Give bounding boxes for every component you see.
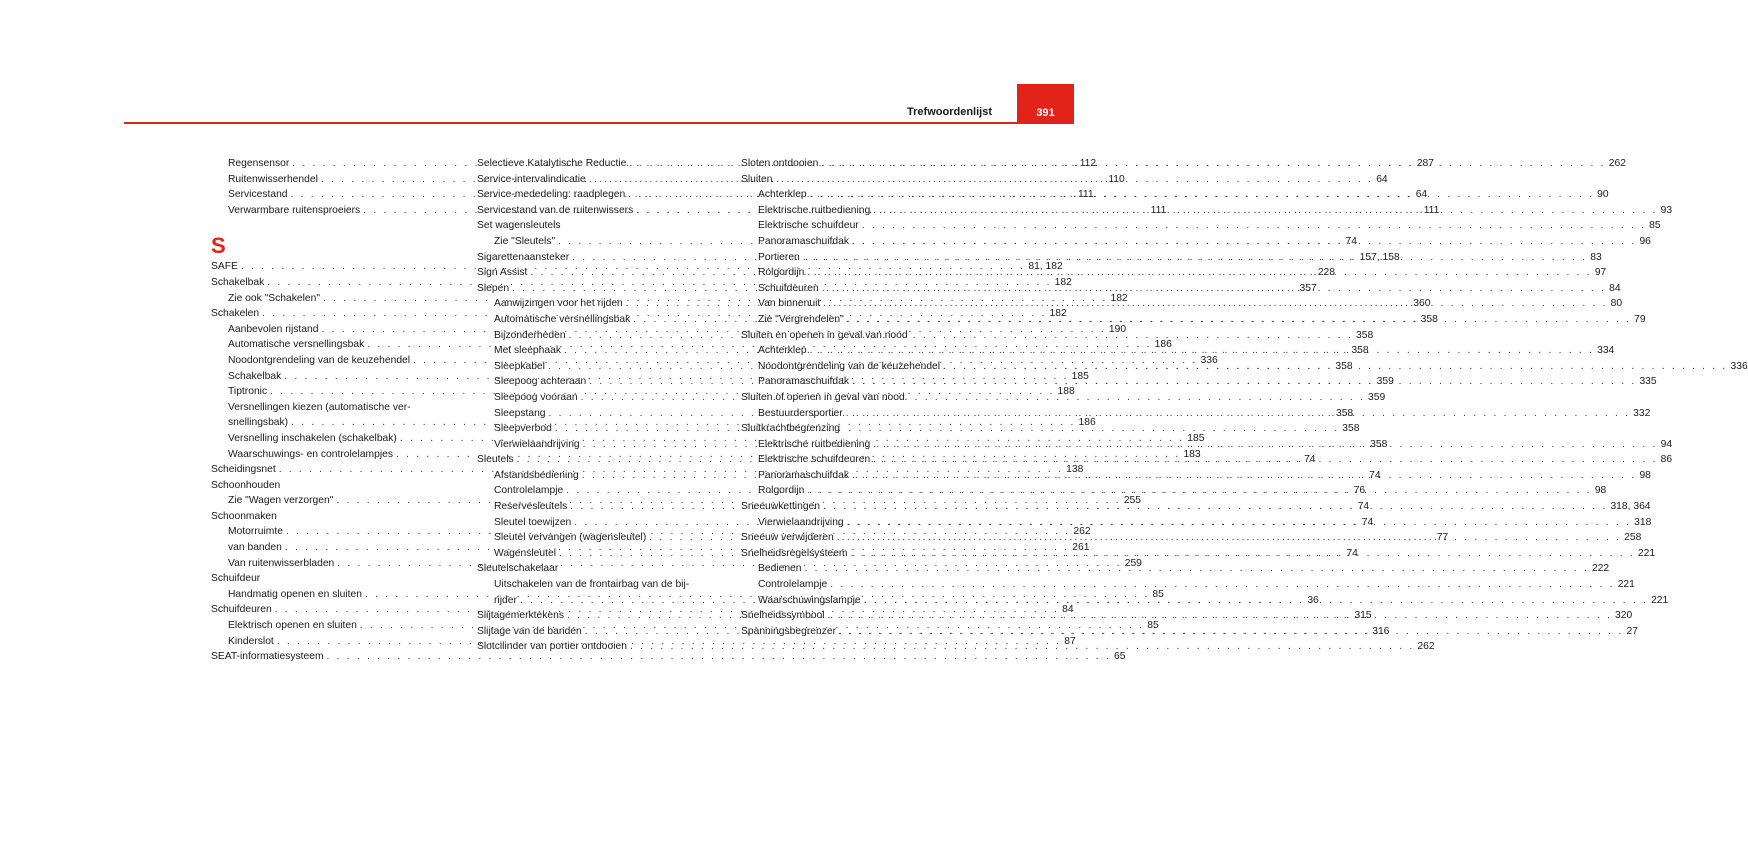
entry-term: Automatische versnellingsbak bbox=[494, 313, 631, 325]
dot-leader bbox=[810, 187, 1594, 203]
page-reference: 358 bbox=[1370, 438, 1388, 450]
entry-term: Versnelling inschakelen (schakelbak) bbox=[228, 432, 397, 444]
dot-leader bbox=[805, 561, 1589, 577]
page-reference: 185 bbox=[1187, 432, 1205, 444]
entry-term: Service-mededeling: raadplegen bbox=[477, 189, 626, 201]
entry-term: Waarschuwingslampje bbox=[758, 594, 861, 606]
page-reference: 64 bbox=[1415, 189, 1428, 201]
page-reference: 74 bbox=[1304, 454, 1316, 466]
entry-term: Controlelampje bbox=[758, 579, 828, 591]
entry-term: Regensensor bbox=[228, 158, 290, 169]
dot-leader bbox=[852, 468, 1636, 484]
page-reference: 315 bbox=[1354, 610, 1372, 622]
index-heading: Schoonmaken bbox=[211, 510, 277, 522]
entry-term: Slijtagemerktekens bbox=[477, 610, 564, 622]
entry-term: Slotcilinder van portier ontdooien bbox=[477, 641, 627, 653]
page-reference: 358 bbox=[1420, 313, 1438, 325]
entry-term: Selectieve Katalytische Reductie bbox=[477, 158, 627, 169]
entry-term: Van binnenuit bbox=[758, 298, 821, 310]
entry-term: Motorruimte bbox=[228, 526, 283, 538]
entry-term: Achterklep bbox=[758, 345, 807, 357]
index-heading: Sluiten bbox=[741, 173, 773, 185]
page-reference: 93 bbox=[1660, 204, 1673, 216]
page-reference: 76 bbox=[1353, 485, 1366, 497]
entry-term: Noodontgrendeling van de keuzehendel bbox=[228, 354, 411, 366]
page-reference: 36 bbox=[1307, 594, 1319, 606]
entry-term: Noodontgrendeling van de keuzehendel bbox=[758, 360, 941, 372]
index-subentry-wrapped: Versnellingen kiezen (automatische ver- bbox=[228, 401, 411, 413]
dot-leader bbox=[852, 374, 1636, 390]
page-reference: 74 bbox=[1369, 469, 1381, 481]
entry-term: Slepen bbox=[477, 282, 510, 294]
page-reference: 359 bbox=[1376, 376, 1394, 388]
dot-leader bbox=[846, 406, 1630, 422]
entry-term: Schakelbak bbox=[211, 276, 265, 288]
entry-term: Sleutel toewijzen bbox=[494, 516, 572, 528]
entry-term: Bijzonderheden bbox=[494, 329, 566, 341]
index-heading: Schuifdeur bbox=[211, 573, 261, 585]
entry-term: Wagensleutel bbox=[494, 547, 557, 559]
entry-term: Sign Assist bbox=[477, 267, 528, 279]
dot-leader bbox=[873, 203, 1657, 219]
entry-term: SEAT-informatiesysteem bbox=[211, 651, 324, 663]
entry-term: Controlelampje bbox=[494, 485, 564, 497]
page-reference: 84 bbox=[1609, 282, 1621, 294]
entry-term: Sneeuw verwijderen bbox=[741, 532, 834, 544]
dot-leader bbox=[847, 312, 1631, 328]
dot-leader bbox=[830, 577, 1614, 593]
entry-term: Panoramaschuifdak bbox=[758, 469, 850, 481]
page-reference: 185 bbox=[1071, 370, 1089, 382]
page-reference: 255 bbox=[1123, 495, 1141, 507]
page-reference: 358 bbox=[1335, 407, 1354, 419]
page-reference: 84 bbox=[1062, 604, 1074, 616]
page-reference: 65 bbox=[1113, 651, 1126, 663]
page-reference: 360 bbox=[1413, 298, 1431, 310]
entry-term: SAFE bbox=[211, 261, 238, 273]
index-heading: Sleutelschakelaar bbox=[477, 563, 559, 575]
entry-term: Aanwijzingen voor het rijden bbox=[494, 298, 623, 310]
page-reference: 358 bbox=[1342, 423, 1360, 435]
dot-leader bbox=[821, 156, 1605, 172]
page-reference: 74 bbox=[1346, 547, 1358, 559]
page-reference: 182 bbox=[1110, 292, 1128, 304]
index-heading: Set wagensleutels bbox=[477, 220, 561, 232]
entry-term: Schakelen bbox=[211, 308, 260, 320]
dot-leader bbox=[837, 530, 1621, 546]
entry-term: Elektrische schuifdeuren bbox=[758, 454, 871, 466]
entry-term: Handmatig openen en sluiten bbox=[228, 588, 362, 600]
index-subentry bbox=[741, 218, 1661, 234]
page-reference: 188 bbox=[1057, 386, 1075, 398]
entry-term: Vierwielaandrijving bbox=[494, 438, 580, 450]
dot-leader bbox=[873, 452, 1657, 468]
dot-leader bbox=[873, 437, 1657, 453]
entry-term: Met sleephaak bbox=[494, 345, 561, 357]
dot-leader bbox=[839, 624, 1623, 640]
entry-term: Sleepstang bbox=[494, 407, 546, 419]
page-reference: 221 bbox=[1651, 594, 1669, 606]
page-reference: 262 bbox=[1417, 641, 1435, 653]
page-reference: 222 bbox=[1591, 563, 1610, 575]
dot-leader bbox=[852, 234, 1636, 250]
page-reference: 85 bbox=[1649, 220, 1661, 232]
page-reference: 111 bbox=[1423, 204, 1440, 216]
page-reference: 186 bbox=[1078, 417, 1096, 429]
page-reference: 357 bbox=[1299, 282, 1317, 294]
entry-term: Sleepoog achteraan bbox=[494, 376, 587, 388]
page-reference: 318 bbox=[1634, 516, 1652, 528]
page-number: 391 bbox=[1036, 107, 1055, 119]
dot-leader bbox=[810, 343, 1594, 359]
page-reference: 261 bbox=[1072, 542, 1090, 554]
entry-term: Panoramaschuifdak bbox=[758, 376, 850, 388]
entry-term: Sneeuwkettingen bbox=[741, 501, 821, 513]
page-reference: 98 bbox=[1639, 469, 1651, 481]
dot-leader bbox=[850, 546, 1634, 562]
page-reference: 262 bbox=[1608, 158, 1626, 169]
page-reference: 138 bbox=[1066, 464, 1084, 476]
entry-term: Elektrische ruitbediening bbox=[758, 438, 871, 450]
dot-leader bbox=[823, 499, 1607, 515]
entry-term: Snelheidsregelsysteem bbox=[741, 547, 848, 559]
page-reference: 182 bbox=[1049, 308, 1067, 320]
page-reference: 96 bbox=[1639, 235, 1651, 247]
index-heading: Sluitkrachtbegrenzing bbox=[741, 423, 841, 435]
dot-leader bbox=[807, 265, 1591, 281]
page-reference: 87 bbox=[1064, 635, 1076, 647]
entry-term: Zie "Vergrendelen" bbox=[758, 313, 844, 325]
entry-term: Rolgordijn bbox=[758, 485, 805, 497]
page-reference: 228 bbox=[1317, 267, 1335, 279]
page-reference: 287 bbox=[1416, 158, 1435, 169]
dot-leader bbox=[847, 515, 1631, 531]
entry-term: Bedienen bbox=[758, 563, 802, 575]
page-reference: 316 bbox=[1372, 625, 1390, 637]
page-reference: 335 bbox=[1639, 376, 1657, 388]
page-reference: 334 bbox=[1597, 345, 1615, 357]
entry-term: Sleepverbod bbox=[494, 423, 552, 435]
page-reference: 74 bbox=[1361, 516, 1374, 528]
dot-leader bbox=[822, 281, 1606, 297]
entry-term: Automatische versnellingsbak bbox=[228, 339, 365, 351]
page-reference: 111 bbox=[1150, 204, 1167, 216]
entry-term: Sloten ontdooien bbox=[741, 158, 819, 169]
entry-term: Sleutel vervangen (wagensleutel) bbox=[494, 532, 647, 544]
page-reference: 90 bbox=[1597, 189, 1609, 201]
entry-term: Achterklep bbox=[758, 189, 807, 201]
page-reference: 358 bbox=[1335, 360, 1353, 372]
index-entry bbox=[211, 649, 1126, 665]
page-reference: 77 bbox=[1436, 532, 1449, 544]
entry-term: Tiptronic bbox=[228, 386, 268, 398]
entry-term: Schakelbak bbox=[228, 370, 282, 382]
entry-term: van banden bbox=[228, 542, 282, 554]
entry-term: Snelheidssymbool bbox=[741, 610, 825, 622]
index-heading: Sluiten en openen in geval van nood bbox=[741, 329, 908, 341]
entry-term: Reservesleutels bbox=[494, 501, 568, 513]
page-reference: 74 bbox=[1345, 235, 1358, 247]
page-reference: 74 bbox=[1357, 501, 1370, 513]
page-reference: 221 bbox=[1617, 579, 1635, 591]
entry-term: Panoramaschuifdak bbox=[758, 235, 850, 247]
header-rule bbox=[124, 122, 1074, 124]
entry-term: Van ruitenwisserbladen bbox=[228, 557, 335, 569]
page-reference: 182 bbox=[1054, 276, 1072, 288]
page-reference: 83 bbox=[1590, 251, 1602, 263]
page-reference: 81, 182 bbox=[1028, 261, 1063, 273]
page-reference: 332 bbox=[1633, 407, 1651, 419]
index-heading: Sluiten of openen in geval van nood bbox=[741, 391, 905, 403]
page-reference: 359 bbox=[1368, 391, 1386, 403]
dot-leader bbox=[864, 593, 1648, 609]
page-reference: 27 bbox=[1626, 625, 1638, 637]
page-reference: 79 bbox=[1634, 313, 1646, 325]
page-reference: 358 bbox=[1356, 329, 1374, 341]
dot-leader bbox=[807, 483, 1591, 499]
entry-term: Zie "Wagen verzorgen" bbox=[228, 495, 334, 507]
entry-term: Afstandsbediening bbox=[494, 469, 579, 481]
entry-term: Sigarettenaansteker bbox=[477, 251, 570, 263]
entry-term: Servicestand bbox=[228, 189, 288, 201]
entry-term: Schuifdeuren bbox=[211, 604, 272, 616]
entry-term: Spanningsbegrenzer bbox=[741, 625, 837, 637]
entry-term: Aanbevolen rijstand bbox=[228, 323, 319, 335]
page-reference: 183 bbox=[1183, 448, 1201, 460]
entry-term: Elektrische schuifdeur bbox=[758, 220, 859, 232]
page-reference: 262 bbox=[1073, 526, 1091, 538]
page-header-title: Trefwoordenlijst bbox=[907, 106, 992, 118]
dot-leader bbox=[803, 250, 1587, 266]
page-reference: 258 bbox=[1624, 532, 1642, 544]
entry-term: rijder bbox=[494, 594, 517, 606]
dot-leader bbox=[823, 296, 1607, 312]
entry-term: Bestuurdersportier bbox=[758, 407, 843, 419]
page-reference: 190 bbox=[1108, 323, 1127, 335]
index-subentry bbox=[741, 577, 1635, 593]
entry-term: Service-intervalindicatie bbox=[477, 173, 586, 185]
page-reference: 85 bbox=[1152, 588, 1164, 600]
entry-term: Zie ook "Schakelen" bbox=[228, 292, 321, 304]
page-reference: 85 bbox=[1147, 620, 1159, 632]
index-subentry-wrapped: Uitschakelen van de frontairbag van de bij- bbox=[494, 579, 690, 591]
page-reference: 98 bbox=[1594, 485, 1607, 497]
page-reference: 157, 158 bbox=[1359, 251, 1400, 263]
entry-term: Ruitenwisserhendel bbox=[228, 173, 318, 185]
entry-term: Sleepoog vooraan bbox=[494, 391, 578, 403]
entry-term: Verwarmbare ruitensproeiers bbox=[228, 204, 361, 216]
page-reference: 64 bbox=[1376, 173, 1388, 185]
page-reference: 318, 364 bbox=[1610, 501, 1651, 513]
dot-leader bbox=[862, 218, 1646, 234]
entry-term: snellingsbak) bbox=[228, 417, 289, 429]
dot-leader bbox=[943, 359, 1727, 375]
entry-term: Elektrisch openen en sluiten bbox=[228, 620, 357, 632]
page-reference: 94 bbox=[1660, 438, 1673, 450]
page-reference: 259 bbox=[1124, 557, 1142, 569]
dot-leader bbox=[630, 639, 1414, 655]
entry-term: Waarschuwings- en controlelampjes bbox=[228, 448, 394, 460]
entry-term: Kinderslot bbox=[228, 635, 274, 647]
entry-term: Sleepkabel bbox=[494, 360, 545, 372]
entry-term: Elektrische ruitbediening bbox=[758, 204, 871, 216]
page-reference: 336 bbox=[1730, 360, 1748, 372]
entry-term: Slijtage van de banden bbox=[477, 625, 582, 637]
entry-term: Scheidingsnet bbox=[211, 464, 276, 476]
page-reference: 86 bbox=[1660, 454, 1673, 466]
entry-term: Zie "Sleutels" bbox=[494, 235, 556, 247]
page-reference: 112 bbox=[1079, 158, 1097, 169]
page-reference: 320 bbox=[1615, 610, 1633, 622]
page-reference: 97 bbox=[1594, 267, 1607, 279]
entry-term: Rolgordijn bbox=[758, 267, 805, 279]
entry-term: Sleutels bbox=[477, 454, 514, 466]
entry-term: Vierwielaandrijving bbox=[758, 516, 844, 528]
page-reference: 221 bbox=[1637, 547, 1656, 559]
section-letter: S bbox=[211, 233, 226, 259]
page-reference: 336 bbox=[1200, 354, 1218, 366]
index-heading: Schoonhouden bbox=[211, 479, 281, 491]
page-reference: 358 bbox=[1351, 345, 1369, 357]
page-reference: 80 bbox=[1610, 298, 1623, 310]
dot-leader bbox=[828, 608, 1612, 624]
entry-term: Servicestand van de ruitenwissers bbox=[477, 204, 634, 216]
page-reference: 111 bbox=[1077, 189, 1094, 201]
entry-term: Schuifdeuren bbox=[758, 282, 819, 294]
page-reference: 186 bbox=[1154, 339, 1172, 351]
entry-term: Portieren bbox=[758, 251, 800, 263]
page-reference: 110 bbox=[1108, 173, 1125, 185]
